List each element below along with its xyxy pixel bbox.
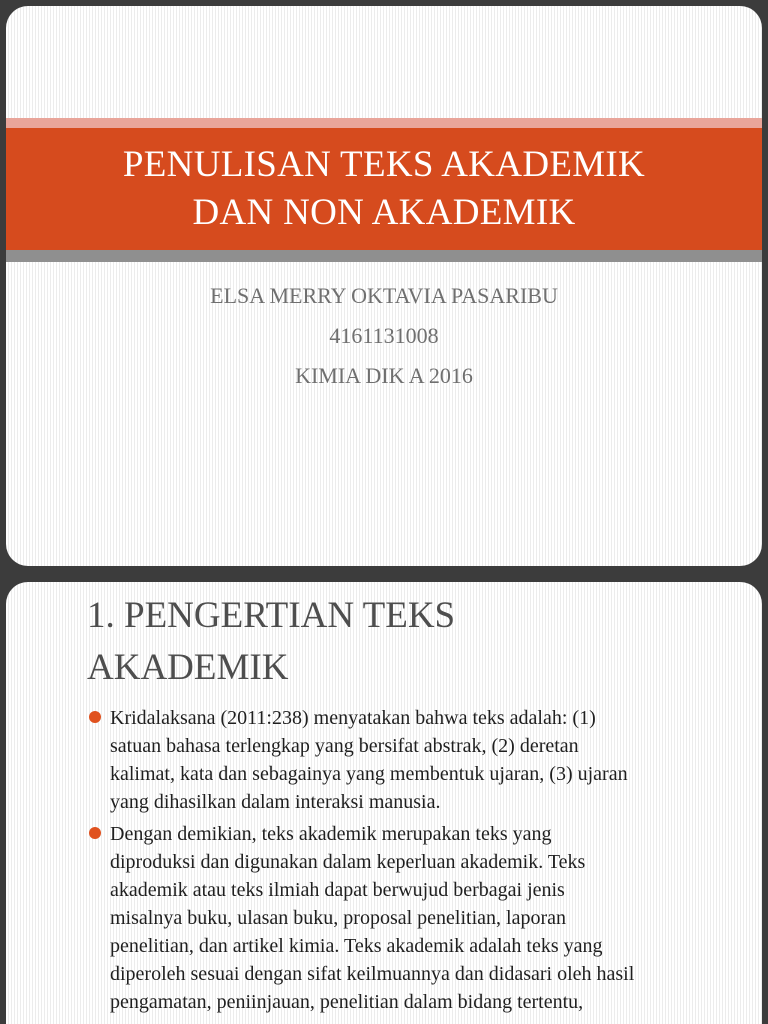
bullet-line: penelitian, dan artikel kimia. Teks akademik adalah teks yang bbox=[110, 935, 603, 957]
title-band bbox=[6, 128, 762, 250]
bullet-dot-icon bbox=[89, 827, 101, 839]
bullet-list bbox=[86, 704, 736, 1020]
bullet-line: satuan bahasa terlengkap yang bersifat abstrak, (2) deretan bbox=[110, 735, 579, 757]
heading-line-1: 1. PENGERTIAN TEKS bbox=[87, 595, 456, 636]
bullet-line: akademik atau teks ilmiah dapat berwujud berbagai jenis bbox=[110, 879, 565, 901]
bullet-dot-icon bbox=[89, 711, 101, 723]
slide-subtitle bbox=[6, 276, 762, 396]
title-band-top-stripe bbox=[6, 118, 762, 128]
title-line-2: DAN NON AKADEMIK bbox=[192, 192, 576, 233]
bullet-line: diproduksi dan digunakan dalam keperluan akademik. Teks bbox=[110, 851, 586, 873]
slide-content[interactable] bbox=[6, 582, 762, 1024]
class-name: KIMIA DIK A 2016 bbox=[295, 363, 473, 388]
bullet-line: Dengan demikian, teks akademik merupakan teks yang bbox=[110, 823, 552, 845]
slide-title[interactable] bbox=[6, 6, 762, 566]
bullet-line: diperoleh sesuai dengan sifat keilmuannya dan didasari oleh hasil bbox=[110, 963, 635, 985]
slide-heading bbox=[87, 590, 727, 694]
bullet-line: misalnya buku, ulasan buku, proposal penelitian, laporan bbox=[110, 907, 567, 929]
bullet-line: kalimat, kata dan sebagainya yang membentuk ujaran, (3) ujaran bbox=[110, 763, 628, 785]
bullet-line: pengamatan, peniinjauan, penelitian dalam bidang tertentu, bbox=[110, 991, 584, 1013]
author-name: ELSA MERRY OKTAVIA PASARIBU bbox=[210, 283, 558, 308]
bullet-item bbox=[86, 704, 736, 816]
bullet-item bbox=[86, 820, 736, 1016]
slide-title-text bbox=[123, 141, 645, 237]
student-id: 4161131008 bbox=[329, 323, 439, 348]
bullet-line: yang dihasilkan dalam interaksi manusia. bbox=[110, 791, 441, 813]
heading-line-2: AKADEMIK bbox=[87, 647, 289, 688]
bullet-line: Kridalaksana (2011:238) menyatakan bahwa teks adalah: (1) bbox=[110, 707, 596, 729]
title-line-1: PENULISAN TEKS AKADEMIK bbox=[122, 144, 646, 185]
title-band-bottom-stripe bbox=[6, 250, 762, 262]
